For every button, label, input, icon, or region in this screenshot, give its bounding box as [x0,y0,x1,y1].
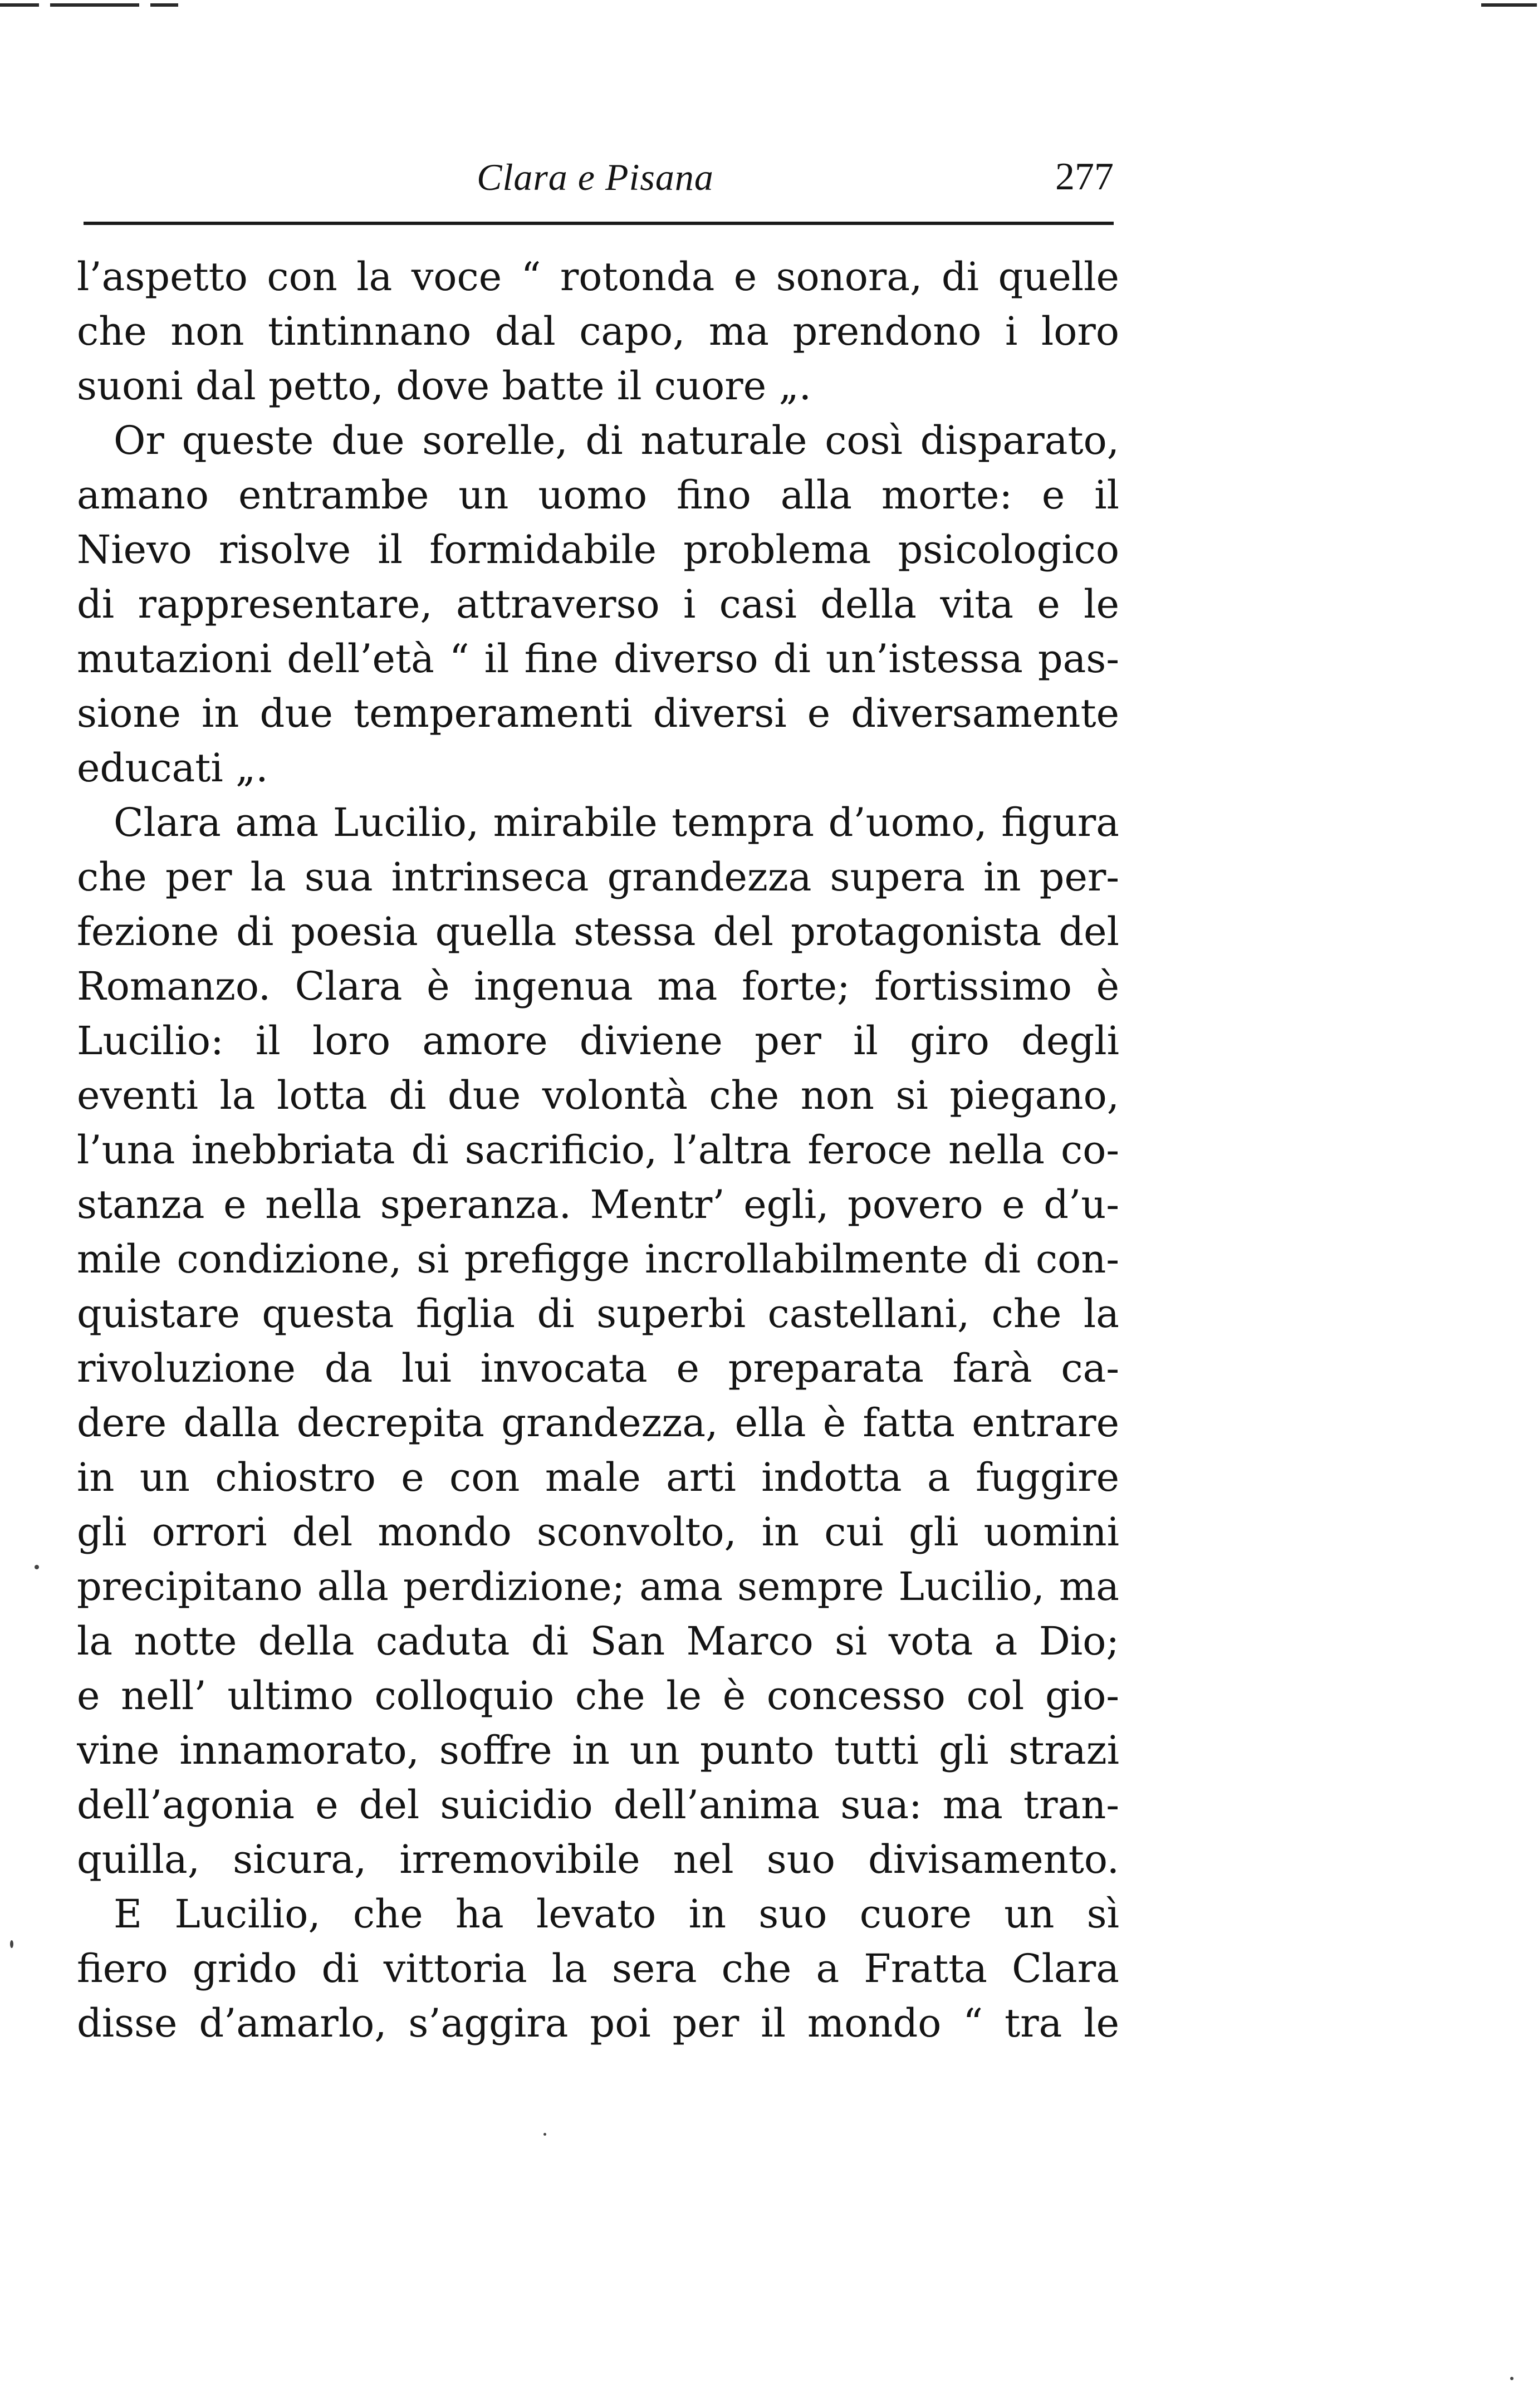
text-line: stanza e nella speranza. Mentr’ egli, povero e d’u- [77,1182,1119,1227]
text-line: Lucilio: il loro amore diviene per il giro degli [77,1018,1119,1064]
body-text [77,249,1119,2050]
page-header [77,149,1114,205]
text-line: dere dalla decrepita grandezza, ella è fatta entrare [77,1400,1119,1446]
text-line: Nievo risolve il formidabile problema psicologico [77,527,1119,572]
running-title: Clara e Pisana [477,156,714,198]
text-line: di rappresentare, attraverso i casi della vita e le [77,581,1119,627]
text-line: amano entrambe un uomo fino alla morte: e il [77,472,1119,518]
text-line: l’una inebbriata di sacrificio, l’altra feroce nella co- [77,1127,1119,1173]
text-line: Romanzo. Clara è ingenua ma forte; fortissimo è [77,963,1119,1009]
page-number: 277 [1055,155,1114,198]
text-line: in un chiostro e con male arti indotta a fuggire [77,1455,1119,1500]
text-line: disse d’amarlo, s’aggira poi per il mondo “ tra le [77,2000,1119,2046]
text-line: l’aspetto con la voce “ rotonda e sonora, di quelle [77,254,1119,300]
text-line: fezione di poesia quella stessa del protagonista del [77,909,1119,955]
text-line: vine innamorato, soffre in un punto tutti gli strazi [77,1727,1119,1773]
text-line: che non tintinnano dal capo, ma prendono i loro [77,309,1119,354]
text-line: Or queste due sorelle, di naturale così disparato, [114,418,1119,463]
header-rule [84,222,1114,225]
text-line: rivoluzione da lui invocata e preparata farà ca- [77,1345,1119,1391]
text-line: eventi la lotta di due volontà che non si piegano, [77,1073,1119,1118]
text-line: educati „. [77,745,268,791]
text-line: Clara ama Lucilio, mirabile tempra d’uomo, figura [114,800,1119,845]
text-line: precipitano alla perdizione; ama sempre Lucilio, ma [77,1564,1119,1609]
text-line: e nell’ ultimo colloquio che le è concesso col gio- [77,1673,1119,1719]
text-line: mutazioni dell’età “ il fine diverso di un’istessa pas- [77,636,1119,682]
text-line: che per la sua intrinseca grandezza supera in per- [77,854,1119,900]
text-line: dell’agonia e del suicidio dell’anima sua: ma tran- [77,1782,1119,1828]
text-line: sione in due temperamenti diversi e diversamente [77,691,1119,736]
text-line: gli orrori del mondo sconvolto, in cui gli uomini [77,1509,1119,1555]
text-line: mile condizione, si prefigge incrollabilmente di con- [77,1236,1119,1282]
scan-top-edge [0,3,1538,8]
text-line: E Lucilio, che ha levato in suo cuore un sì [114,1891,1119,1937]
text-line: quistare questa figlia di superbi castellani, che la [77,1291,1119,1337]
text-line: suoni dal petto, dove batte il cuore „. [77,363,811,409]
text-line: la notte della caduta di San Marco si vota a Dio; [77,1618,1119,1664]
text-line: quilla, sicura, irremovibile nel suo divisamento. [77,1837,1119,1882]
text-line: fiero grido di vittoria la sera che a Fratta Clara [77,1946,1119,1991]
